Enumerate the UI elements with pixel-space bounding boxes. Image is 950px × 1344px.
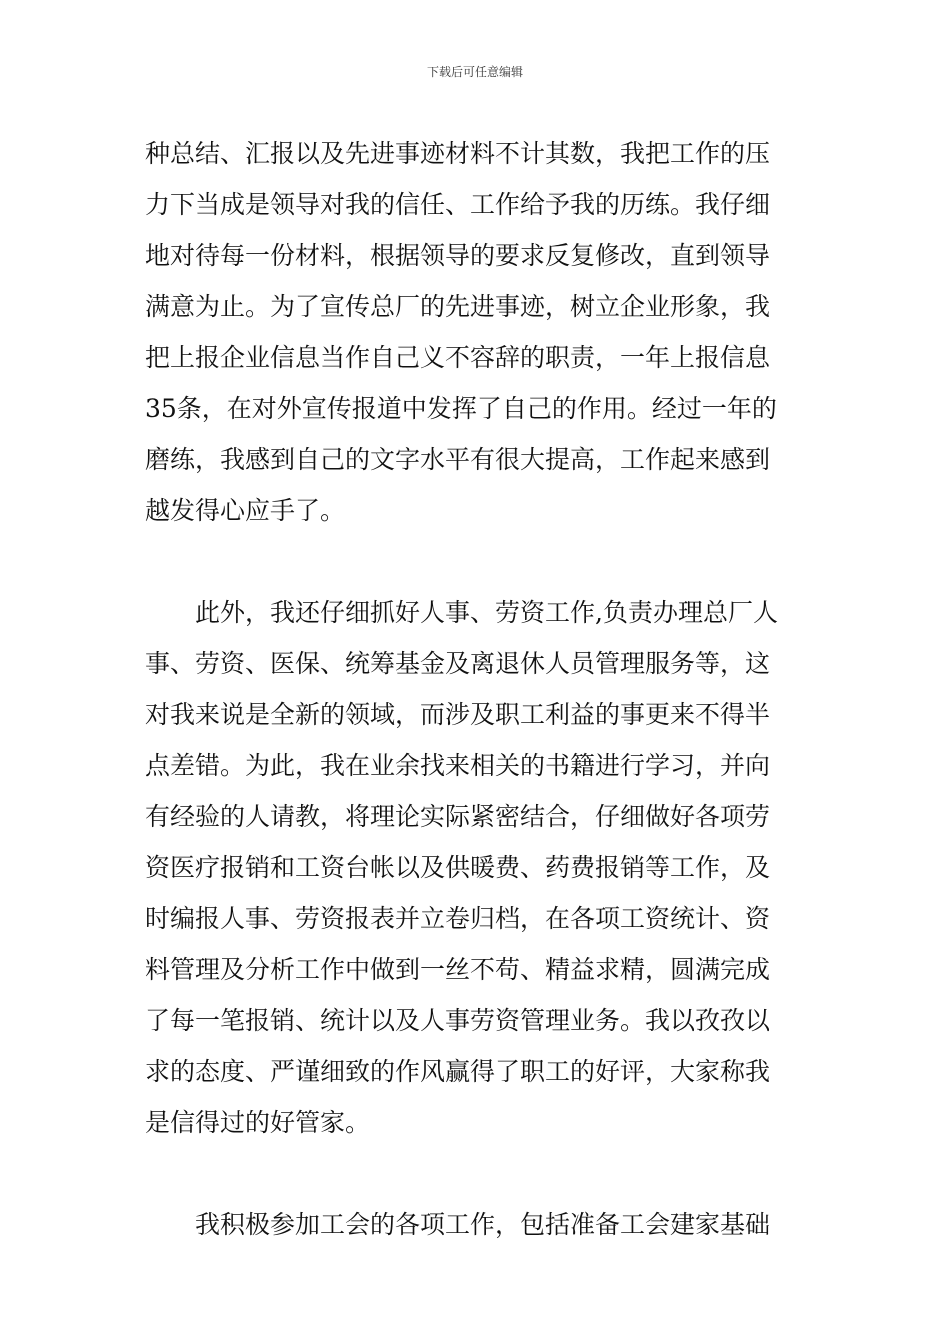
text-line: 对我来说是全新的领域，而涉及职工利益的事更来不得半 — [145, 700, 771, 729]
text-line: 此外，我还仔细抓好人事、劳资工作,负责办理总厂人 — [195, 598, 778, 627]
text-line: 越发得心应手了。 — [145, 496, 346, 525]
text-line: 事、劳资、医保、统筹基金及离退休人员管理服务等，这 — [145, 649, 771, 678]
text-line: 满意为止。为了宣传总厂的先进事迹，树立企业形象，我 — [145, 292, 771, 321]
text-line: 是信得过的好管家。 — [145, 1108, 371, 1137]
paragraph-gap — [145, 536, 810, 587]
text-line: 料管理及分析工作中做到一丝不苟、精益求精，圆满完成 — [145, 955, 771, 984]
text-line: 资医疗报销和工资台帐以及供暖费、药费报销等工作，及 — [145, 853, 771, 882]
text-line: 力下当成是领导对我的信任、工作给予我的历练。我仔细 — [145, 190, 771, 219]
text-line: 时编报人事、劳资报表并立卷归档，在各项工资统计、资 — [145, 904, 771, 933]
paragraph-3 — [145, 1199, 810, 1250]
text-line: 种总结、汇报以及先进事迹材料不计其数，我把工作的压 — [145, 139, 771, 168]
text-line: 地对待每一份材料，根据领导的要求反复修改，直到领导 — [145, 241, 771, 270]
paragraph-1 — [145, 128, 810, 536]
text-line: 35条，在对外宣传报道中发挥了自己的作用。经过一年的 — [145, 394, 777, 423]
page-header: 下载后可任意编辑 — [426, 65, 523, 79]
paragraph-gap — [145, 1148, 810, 1199]
text-line: 点差错。为此，我在业余找来相关的书籍进行学习，并向 — [145, 751, 771, 780]
text-line: 把上报企业信息当作自己义不容辞的职责，一年上报信息 — [145, 343, 771, 372]
text-line: 求的态度、严谨细致的作风赢得了职工的好评，大家称我 — [145, 1057, 771, 1086]
paragraph-2 — [145, 587, 810, 1148]
text-line: 我积极参加工会的各项工作，包括准备工会建家基础 — [195, 1210, 771, 1239]
document-body — [145, 128, 810, 1250]
text-line: 了每一笔报销、统计以及人事劳资管理业务。我以孜孜以 — [145, 1006, 771, 1035]
text-line: 磨练，我感到自己的文字水平有很大提高，工作起来感到 — [145, 445, 771, 474]
text-line: 有经验的人请教，将理论实际紧密结合，仔细做好各项劳 — [145, 802, 771, 831]
